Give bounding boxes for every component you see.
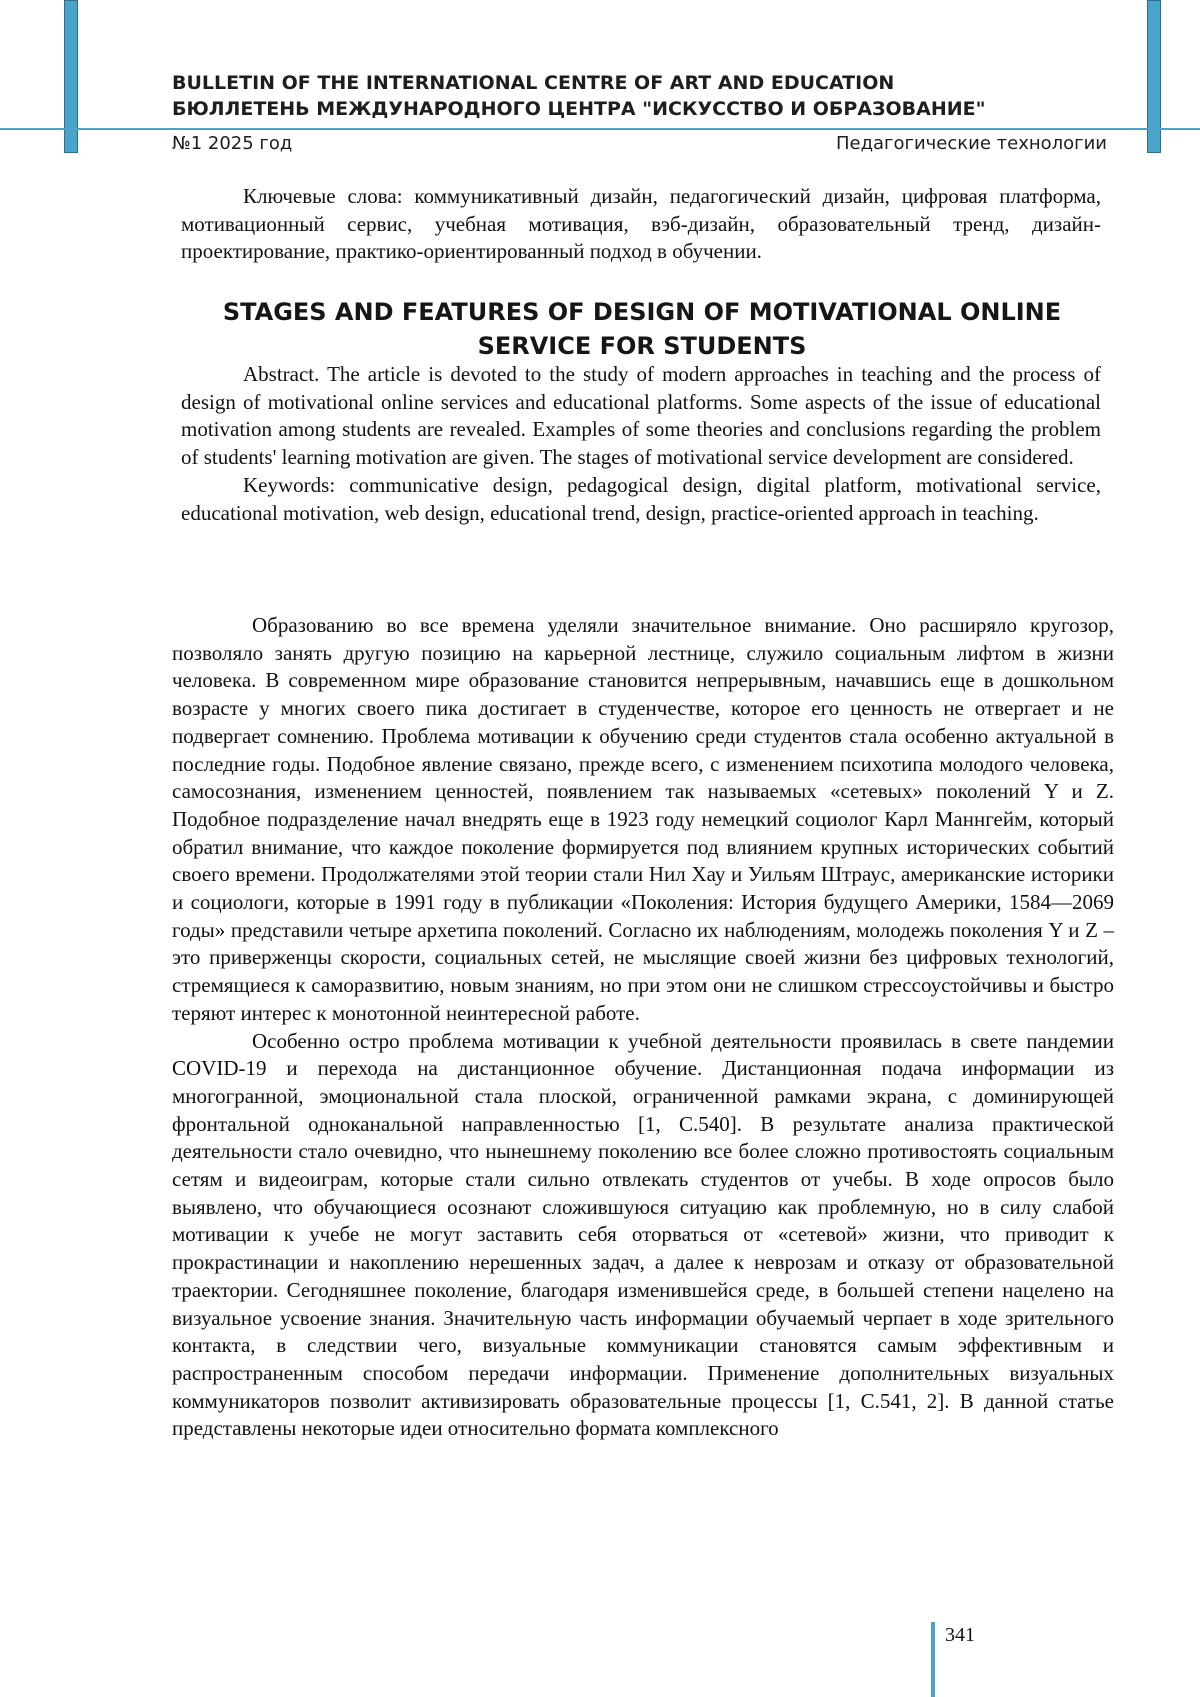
keywords-en: Keywords: communicative design, pedagogical design, digital platform, motivational service, educational motivation, web design, educational trend, design, practice-oriented approach in teaching. <box>181 472 1101 525</box>
keywords-ru: Ключевые слова: коммуникативный дизайн, педагогический дизайн, цифровая платформа, мотивационный сервис, учебная мотивация, вэб-дизайн, образовательный тренд, дизайн-проектирование, практико-ориентированный подход в обучении. <box>181 184 1101 264</box>
header-rule <box>0 128 1200 130</box>
journal-title-en: BULLETIN OF THE INTERNATIONAL CENTRE OF ART AND EDUCATION <box>172 72 895 94</box>
header-decor-bar-left <box>64 0 78 153</box>
article-title-en: STAGES AND FEATURES OF DESIGN OF MOTIVATIONAL ONLINE SERVICE FOR STUDENTS <box>222 298 1062 360</box>
abstract-block <box>181 361 1101 527</box>
issue-line <box>172 132 1107 156</box>
article-body <box>172 612 1114 1443</box>
keywords-ru-block <box>181 183 1101 266</box>
body-paragraph-2: Особенно остро проблема мотивации к учебной деятельности проявилась в свете пандемии COVID-19 и перехода на дистанционное обучение. Дистанционная подача информации из многогранной, эмоциональной стала плоской, ограниченной рамками экрана, с доминирующей фронтальной одноканальной направленностью [1, С.540]. В результате анализа практической деятельности стало очевидно, что нынешнему поколению все более сложно противостоять социальным сетям и видеоиграм, которые стали сильно отвлекать студентов от учебы. В ходе опросов было выявлено, что обучающиеся осознают сложившуюся ситуацию как проблемную, но в силу слабой мотивации к учебе не могут заставить себя оторваться от «сетевой» жизни, что приводит к прокрастинации и накоплению нерешенных задач, а далее к неврозам и отказу от образовательной траектории. Сегодняшнее поколение, благодаря изменившейся среде, в большей степени нацелено на визуальное усвоение знания. Значительную часть информации обучаемый черпает в ходе зрительного контакта, в следствии чего, визуальные коммуникации становятся самым эффективным и распространенным способом передачи информации. Применение дополнительных визуальных коммуникаторов позволит активизировать образовательные процессы [1, С.541, 2]. В данной статье представлены некоторые идеи относительно формата комплексного <box>172 1028 1114 1441</box>
page-number: 341 <box>945 1624 975 1646</box>
issue-number: №1 2025 год <box>172 133 293 154</box>
header-decor-bar-right <box>1147 0 1161 153</box>
journal-header <box>172 70 1112 122</box>
journal-title-ru: БЮЛЛЕТЕНЬ МЕЖДУНАРОДНОГО ЦЕНТРА "ИСКУССТВО И ОБРАЗОВАНИЕ" <box>172 98 986 120</box>
page-number-rule <box>931 1622 935 1697</box>
body-paragraph-1: Образованию во все времена уделяли значительное внимание. Оно расширяло кругозор, позволяло занять другую позицию на карьерной лестнице, служило социальным лифтом в жизни человека. В современном мире образование становится непрерывным, начавшись еще в дошкольном возрасте у многих своего пика достигает в студенчестве, которое его ценность не отвергает и не подвергает сомнению. Проблема мотивации к обучению среди студентов стала особенно актуальной в последние годы. Подобное явление связано, прежде всего, с изменением психотипа молодого человека, самосознания, изменением ценностей, появлением так называемых «сетевых» поколений Y и Z. Подобное подразделение начал внедрять еще в 1923 году немецкий социолог Карл Маннгейм, который обратил внимание, что каждое поколение формируется под влиянием крупных исторических событий своего времени. Продолжателями этой теории стали Нил Хау и Уильям Штраус, американские историки и социологи, которые в 1991 году в публикации «Поколения: История будущего Америки, 1584—2069 годы» представили четыре архетипа поколений. Согласно их наблюдениям, молодежь поколения Y и Z – это приверженцы скорости, социальных сетей, не мыслящие своей жизни без цифровых технологий, стремящиеся к саморазвитию, новым знаниям, но при этом они не слишком стрессоустойчивы и быстро теряют интерес к монотонной неинтересной работе. <box>172 613 1114 1025</box>
section-name: Педагогические технологии <box>835 133 1107 154</box>
abstract-en: Abstract. The article is devoted to the study of modern approaches in teaching and the process of design of motivational online services and educational platforms. Some aspects of the issue of educational motivation among students are revealed. Examples of some theories and conclusions regarding the problem of students' learning motivation are given. The stages of motivational service development are considered. <box>181 362 1101 470</box>
